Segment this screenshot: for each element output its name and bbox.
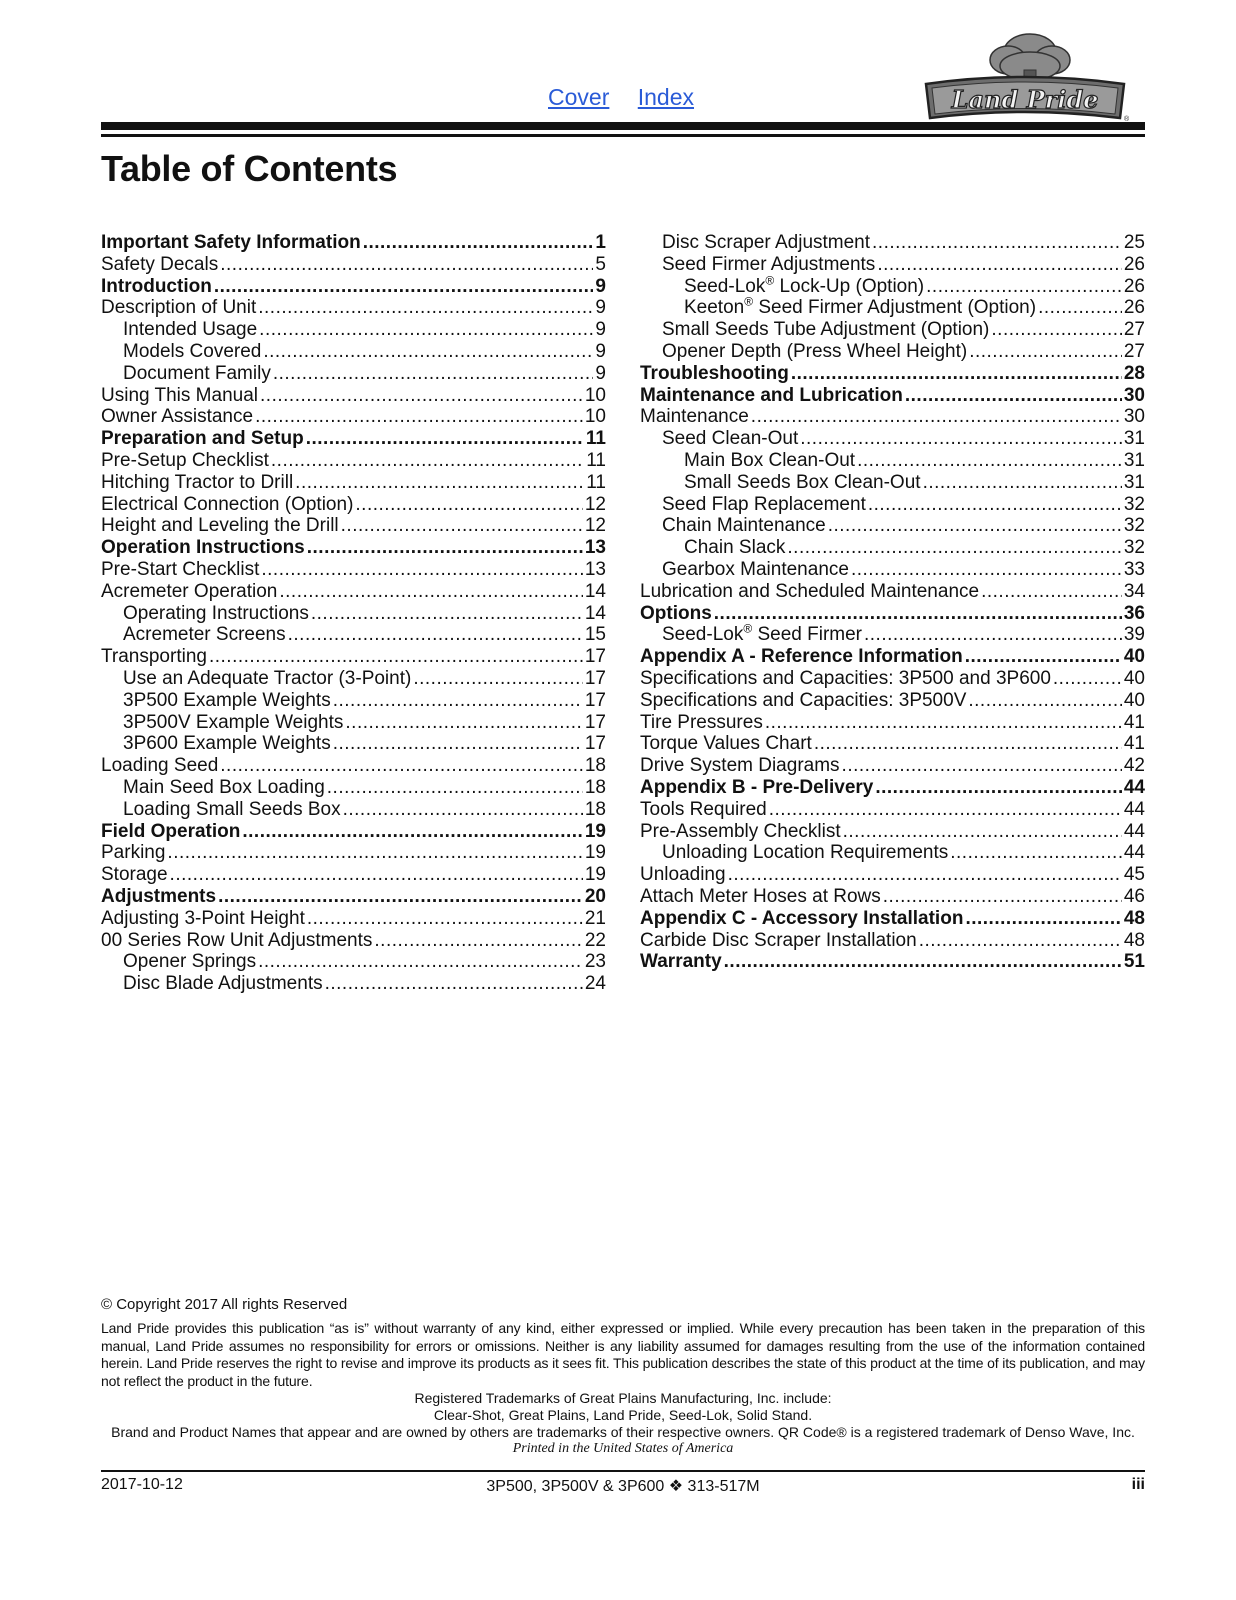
toc-dot-leader bbox=[857, 450, 1122, 472]
toc-entry[interactable] bbox=[640, 537, 1145, 559]
toc-dot-leader bbox=[981, 581, 1122, 603]
toc-dot-leader bbox=[218, 886, 583, 908]
toc-page-number: 40 bbox=[1123, 646, 1145, 668]
toc-entry[interactable] bbox=[101, 406, 606, 428]
toc-entry[interactable] bbox=[640, 363, 1145, 385]
toc-entry-title: 3P600 Example Weights bbox=[123, 733, 331, 755]
toc-entry-title: Tools Required bbox=[640, 798, 767, 820]
toc-entry[interactable] bbox=[101, 886, 606, 908]
toc-entry[interactable] bbox=[640, 406, 1145, 428]
toc-dot-leader bbox=[814, 733, 1122, 755]
toc-dot-leader bbox=[288, 624, 583, 646]
toc-entry-title: Seed-Lok® Seed Firmer bbox=[662, 622, 862, 646]
toc-entry-title: Maintenance bbox=[640, 406, 749, 428]
toc-dot-leader bbox=[868, 494, 1122, 516]
toc-entry-title: Carbide Disc Scraper Installation bbox=[640, 929, 917, 951]
toc-page-number: 45 bbox=[1123, 864, 1145, 886]
toc-entry-title: Opener Depth (Press Wheel Height) bbox=[662, 340, 968, 362]
toc-entry-title: Seed Clean-Out bbox=[662, 428, 799, 450]
toc-dot-leader bbox=[341, 515, 583, 537]
toc-entry-title: Main Box Clean-Out bbox=[684, 449, 856, 471]
toc-entry-title: Disc Blade Adjustments bbox=[123, 973, 323, 995]
toc-entry-title: Using This Manual bbox=[101, 384, 259, 406]
toc-page-number: 17 bbox=[584, 711, 606, 733]
toc-entry-title: Acremeter Screens bbox=[123, 624, 286, 646]
toc-entry-title: Intended Usage bbox=[123, 319, 258, 341]
toc-entry-title: Main Seed Box Loading bbox=[123, 776, 325, 798]
toc-entry-title: Appendix C - Accessory Installation bbox=[640, 907, 964, 929]
svg-text:®: ® bbox=[1124, 116, 1130, 122]
toc-page-number: 22 bbox=[584, 929, 606, 951]
toc-dot-leader bbox=[991, 319, 1121, 341]
toc-dot-leader bbox=[883, 886, 1122, 908]
disclaimer-text: Land Pride provides this publication “as is” without warranty of any kind, either expressed or implied. While every precaution has been taken in the preparation of this manual, Land Pride assumes no responsibility for errors or omissions. Neither is any liability assumed for damages resulting from the use of the information contained herein. Land Pride reserves the right to revise and improve its products as it sees fit. This publication describes the state of this product at the time of its publication, and may not reflect the product in the future. bbox=[101, 1320, 1145, 1389]
toc-dot-leader bbox=[333, 733, 583, 755]
toc-entry[interactable] bbox=[101, 494, 606, 516]
toc-dot-leader bbox=[877, 254, 1122, 276]
toc-dot-leader bbox=[345, 712, 582, 734]
toc-page-number: 44 bbox=[1123, 820, 1145, 842]
toc-entry[interactable] bbox=[640, 777, 1145, 799]
toc-dot-leader bbox=[307, 537, 583, 559]
toc-entry-title: Hitching Tractor to Drill bbox=[101, 471, 294, 493]
toc-page-number: 15 bbox=[584, 624, 606, 646]
toc-entry-title: 3P500V Example Weights bbox=[123, 711, 344, 733]
toc-entry-title: Troubleshooting bbox=[640, 362, 789, 384]
header-rule-thin bbox=[101, 134, 1145, 137]
toc-entry-title: Options bbox=[640, 602, 712, 624]
toc-entry[interactable] bbox=[640, 341, 1145, 363]
toc-entry[interactable] bbox=[640, 450, 1145, 472]
toc-dot-leader bbox=[1038, 297, 1122, 319]
toc-dot-leader bbox=[923, 472, 1122, 494]
toc-dot-leader bbox=[271, 450, 584, 472]
toc-entry[interactable] bbox=[101, 951, 606, 973]
toc-entry-title: Adjusting 3-Point Height bbox=[101, 907, 305, 929]
toc-dot-leader bbox=[261, 559, 582, 581]
toc-entry-title: Opener Springs bbox=[123, 951, 257, 973]
toc-entry-title: Electrical Connection (Option) bbox=[101, 493, 354, 515]
toc-entry-title: Use an Adequate Tractor (3-Point) bbox=[123, 667, 412, 689]
toc-page-number: 31 bbox=[1123, 449, 1145, 471]
toc-entry[interactable] bbox=[101, 472, 606, 494]
toc-entry-title: Seed-Lok® Lock-Up (Option) bbox=[684, 273, 925, 297]
toc-entry-title: Introduction bbox=[101, 275, 212, 297]
toc-entry-title: Keeton® Seed Firmer Adjustment (Option) bbox=[684, 295, 1037, 319]
toc-page-number: 17 bbox=[584, 733, 606, 755]
index-link[interactable]: Index bbox=[637, 84, 695, 110]
toc-entry[interactable] bbox=[101, 646, 606, 668]
toc-entry[interactable] bbox=[101, 603, 606, 625]
toc-entry[interactable] bbox=[101, 908, 606, 930]
toc-page-number: 25 bbox=[1123, 232, 1145, 253]
toc-page-number: 33 bbox=[1123, 558, 1145, 580]
toc-entry-title: Tire Pressures bbox=[640, 711, 763, 733]
toc-entry[interactable] bbox=[101, 276, 606, 298]
toc-entry-title: Disc Scraper Adjustment bbox=[662, 232, 871, 253]
toc-entry[interactable] bbox=[640, 472, 1145, 494]
toc-entry[interactable] bbox=[640, 668, 1145, 690]
toc-entry-title: Safety Decals bbox=[101, 253, 219, 275]
toc-entry[interactable] bbox=[640, 515, 1145, 537]
toc-dot-leader bbox=[214, 276, 594, 298]
toc-entry-title: Appendix B - Pre-Delivery bbox=[640, 776, 874, 798]
toc-entry[interactable] bbox=[101, 973, 606, 995]
toc-entry[interactable] bbox=[101, 777, 606, 799]
toc-entry[interactable] bbox=[640, 733, 1145, 755]
toc-entry-title: Models Covered bbox=[123, 340, 262, 362]
toc-page-number: 9 bbox=[595, 297, 606, 319]
toc-dot-leader bbox=[327, 777, 583, 799]
toc-dot-leader bbox=[751, 406, 1122, 428]
toc-dot-leader bbox=[333, 690, 583, 712]
toc-page-number: 44 bbox=[1123, 798, 1145, 820]
toc-dot-leader bbox=[295, 472, 584, 494]
toc-page-number: 5 bbox=[595, 253, 606, 275]
toc-entry[interactable] bbox=[101, 450, 606, 472]
toc-page-number: 17 bbox=[584, 667, 606, 689]
toc-entry-title: Appendix A - Reference Information bbox=[640, 646, 963, 668]
toc-page-number: 44 bbox=[1123, 776, 1145, 798]
toc-page-number: 9 bbox=[595, 319, 606, 341]
toc-page-number: 42 bbox=[1123, 755, 1145, 777]
toc-entry[interactable] bbox=[640, 428, 1145, 450]
toc-left-column bbox=[101, 232, 606, 995]
toc-dot-leader bbox=[714, 603, 1122, 625]
toc-entry[interactable] bbox=[101, 864, 606, 886]
toc-page-number: 30 bbox=[1123, 406, 1145, 428]
toc-entry-title: Pre-Start Checklist bbox=[101, 558, 260, 580]
toc-entry-title: Torque Values Chart bbox=[640, 733, 812, 755]
toc-entry[interactable] bbox=[101, 559, 606, 581]
toc-page-number: 32 bbox=[1123, 537, 1145, 559]
toc-dot-leader bbox=[724, 951, 1122, 973]
toc-dot-leader bbox=[242, 821, 583, 843]
toc-entry-title: Specifications and Capacities: 3P500V bbox=[640, 689, 967, 711]
toc-entry-title: Small Seeds Tube Adjustment (Option) bbox=[662, 319, 990, 341]
toc-page-number: 26 bbox=[1123, 253, 1145, 275]
toc-dot-leader bbox=[273, 363, 594, 385]
toc-entry-title: Specifications and Capacities: 3P500 and 3P600 bbox=[640, 667, 1051, 689]
toc-entry-title: Acremeter Operation bbox=[101, 580, 278, 602]
toc-entry-title: Important Safety Information bbox=[101, 232, 361, 253]
toc-entry-title: Small Seeds Box Clean-Out bbox=[684, 471, 921, 493]
toc-entry[interactable] bbox=[640, 273, 1145, 298]
toc-entry[interactable] bbox=[640, 951, 1145, 973]
toc-dot-leader bbox=[842, 755, 1122, 777]
toc-entry-title: Unloading Location Requirements bbox=[662, 842, 949, 864]
toc-entry-title: Loading Seed bbox=[101, 755, 219, 777]
toc-page-number: 48 bbox=[1123, 929, 1145, 951]
toc-page-number: 9 bbox=[595, 340, 606, 362]
toc-entry[interactable] bbox=[640, 494, 1145, 516]
toc-dot-leader bbox=[950, 842, 1122, 864]
toc-page-number: 27 bbox=[1123, 340, 1145, 362]
toc-entry[interactable] bbox=[640, 646, 1145, 668]
toc-entry-title: Chain Slack bbox=[684, 537, 786, 559]
toc-page-number: 32 bbox=[1123, 493, 1145, 515]
toc-page-number: 11 bbox=[586, 449, 606, 471]
toc-dot-leader bbox=[968, 690, 1121, 712]
toc-page-number: 18 bbox=[584, 798, 606, 820]
toc-page-number: 41 bbox=[1123, 733, 1145, 755]
toc-entry-title: Description of Unit bbox=[101, 297, 257, 319]
toc-entry[interactable] bbox=[101, 515, 606, 537]
toc-dot-leader bbox=[875, 777, 1122, 799]
toc-dot-leader bbox=[769, 799, 1122, 821]
toc-page-number: 28 bbox=[1123, 362, 1145, 384]
toc-entry[interactable] bbox=[640, 319, 1145, 341]
toc-entry[interactable] bbox=[101, 341, 606, 363]
toc-dot-leader bbox=[311, 603, 583, 625]
land-pride-logo bbox=[920, 26, 1130, 122]
toc-page-number: 17 bbox=[584, 689, 606, 711]
toc-entry[interactable] bbox=[101, 712, 606, 734]
toc-entry[interactable] bbox=[640, 886, 1145, 908]
toc-page-number: 39 bbox=[1123, 624, 1145, 646]
toc-entry-title: Chain Maintenance bbox=[662, 515, 826, 537]
toc-page-number: 23 bbox=[584, 951, 606, 973]
toc-page-number: 41 bbox=[1123, 711, 1145, 733]
toc-dot-leader bbox=[325, 973, 583, 995]
toc-entry-title: Seed Firmer Adjustments bbox=[662, 253, 876, 275]
toc-entry[interactable] bbox=[101, 930, 606, 952]
toc-dot-leader bbox=[413, 668, 583, 690]
toc-entry[interactable] bbox=[640, 712, 1145, 734]
toc-entry[interactable] bbox=[101, 690, 606, 712]
toc-dot-leader bbox=[220, 755, 583, 777]
toc-dot-leader bbox=[926, 276, 1122, 298]
toc-dot-leader bbox=[851, 559, 1122, 581]
toc-page-number: 10 bbox=[584, 384, 606, 406]
toc-page-number: 18 bbox=[584, 776, 606, 798]
toc-page-number: 13 bbox=[584, 558, 606, 580]
toc-dot-leader bbox=[787, 537, 1121, 559]
toc-dot-leader bbox=[258, 951, 583, 973]
toc-dot-leader bbox=[255, 406, 583, 428]
toc-entry[interactable] bbox=[101, 363, 606, 385]
toc-page-number: 18 bbox=[584, 755, 606, 777]
toc-dot-leader bbox=[1053, 668, 1122, 690]
toc-dot-leader bbox=[843, 821, 1122, 843]
toc-entry[interactable] bbox=[640, 864, 1145, 886]
toc-entry-title: Seed Flap Replacement bbox=[662, 493, 866, 515]
cover-link[interactable]: Cover bbox=[548, 84, 610, 110]
toc-entry[interactable] bbox=[101, 842, 606, 864]
toc-entry-title: Adjustments bbox=[101, 885, 217, 907]
toc-page-number: 12 bbox=[584, 493, 606, 515]
toc-entry-title: Attach Meter Hoses at Rows bbox=[640, 885, 881, 907]
toc-entry[interactable] bbox=[640, 603, 1145, 625]
toc-entry[interactable] bbox=[101, 581, 606, 603]
toc-entry-title: Lubrication and Scheduled Maintenance bbox=[640, 580, 980, 602]
toc-dot-leader bbox=[258, 297, 593, 319]
toc-dot-leader bbox=[260, 385, 583, 407]
toc-page-number: 32 bbox=[1123, 515, 1145, 537]
page-title: Table of Contents bbox=[101, 148, 398, 189]
toc-page-number: 31 bbox=[1123, 471, 1145, 493]
toc-dot-leader bbox=[800, 428, 1122, 450]
toc-page-number: 20 bbox=[584, 885, 606, 907]
toc-entry[interactable] bbox=[101, 319, 606, 341]
toc-dot-leader bbox=[259, 319, 593, 341]
toc-entry-title: Unloading bbox=[640, 864, 726, 886]
toc-entry-title: Operation Instructions bbox=[101, 537, 305, 559]
toc-dot-leader bbox=[828, 515, 1122, 537]
toc-page-number: 19 bbox=[584, 820, 606, 842]
toc-dot-leader bbox=[170, 864, 583, 886]
toc-page-number: 27 bbox=[1123, 319, 1145, 341]
toc-entry[interactable] bbox=[101, 297, 606, 319]
toc-page-number: 44 bbox=[1123, 842, 1145, 864]
toc-entry[interactable] bbox=[101, 821, 606, 843]
toc-entry-title: Operating Instructions bbox=[123, 602, 309, 624]
toc-dot-leader bbox=[167, 842, 582, 864]
toc-entry[interactable] bbox=[640, 690, 1145, 712]
toc-entry[interactable] bbox=[101, 254, 606, 276]
toc-page-number: 10 bbox=[584, 406, 606, 428]
toc-page-number: 19 bbox=[584, 842, 606, 864]
toc-page-number: 9 bbox=[595, 362, 606, 384]
toc-dot-leader bbox=[969, 341, 1122, 363]
toc-entry-title: Field Operation bbox=[101, 820, 241, 842]
toc-dot-leader bbox=[765, 712, 1122, 734]
toc-entry-title: Maintenance and Lubrication bbox=[640, 384, 903, 406]
footer-date: 2017-10-12 bbox=[101, 1476, 183, 1493]
toc-dot-leader bbox=[220, 254, 593, 276]
toc-entry-title: Pre-Assembly Checklist bbox=[640, 820, 841, 842]
toc-dot-leader bbox=[307, 908, 583, 930]
toc-entry[interactable] bbox=[640, 755, 1145, 777]
trademark-line-3: Brand and Product Names that appear and are owned by others are trademarks of their respective owners. QR Code® is a registered trademark of Denso Wave, Inc. bbox=[111, 1424, 1135, 1440]
toc-entry[interactable] bbox=[640, 297, 1145, 319]
trademark-line-2: Clear-Shot, Great Plains, Land Pride, Seed-Lok, Solid Stand. bbox=[433, 1407, 813, 1423]
toc-page-number: 46 bbox=[1123, 885, 1145, 907]
toc-entry-title: Gearbox Maintenance bbox=[662, 558, 849, 580]
toc-dot-leader bbox=[263, 341, 593, 363]
toc-entry-title: Storage bbox=[101, 864, 168, 886]
toc-page-number: 11 bbox=[585, 428, 606, 450]
toc-page-number: 1 bbox=[595, 232, 606, 253]
toc-dot-leader bbox=[965, 908, 1121, 930]
toc-entry[interactable] bbox=[640, 232, 1145, 254]
toc-dot-leader bbox=[209, 646, 583, 668]
toc-entry-title: 00 Series Row Unit Adjustments bbox=[101, 929, 373, 951]
toc-entry-title: Document Family bbox=[123, 362, 271, 384]
toc-dot-leader bbox=[279, 581, 583, 603]
toc-entry[interactable] bbox=[640, 842, 1145, 864]
toc-entry[interactable] bbox=[101, 668, 606, 690]
toc-entry[interactable] bbox=[101, 232, 606, 254]
toc-entry-title: Parking bbox=[101, 842, 166, 864]
toc-page-number: 51 bbox=[1123, 951, 1145, 973]
toc-entry[interactable] bbox=[101, 799, 606, 821]
toc-page-number: 14 bbox=[584, 602, 606, 624]
toc-dot-leader bbox=[791, 363, 1122, 385]
toc-entry-title: Warranty bbox=[640, 951, 722, 973]
toc-page-number: 13 bbox=[584, 537, 606, 559]
toc-page-number: 26 bbox=[1123, 297, 1145, 319]
toc-entry-title: Transporting bbox=[101, 646, 207, 668]
toc-entry[interactable] bbox=[640, 559, 1145, 581]
toc-entry[interactable] bbox=[640, 821, 1145, 843]
toc-entry[interactable] bbox=[640, 624, 1145, 646]
toc-page-number: 9 bbox=[595, 275, 606, 297]
toc-entry[interactable] bbox=[640, 254, 1145, 276]
toc-entry-title: Pre-Setup Checklist bbox=[101, 449, 269, 471]
toc-dot-leader bbox=[919, 930, 1122, 952]
toc-entry[interactable] bbox=[101, 733, 606, 755]
toc-dot-leader bbox=[343, 799, 583, 821]
toc-page-number: 40 bbox=[1123, 689, 1145, 711]
toc-page-number: 12 bbox=[584, 515, 606, 537]
toc-page-number: 24 bbox=[584, 973, 606, 995]
toc-page-number: 31 bbox=[1123, 428, 1145, 450]
toc-dot-leader bbox=[905, 385, 1122, 407]
toc-page-number: 14 bbox=[584, 580, 606, 602]
toc-page-number: 26 bbox=[1123, 275, 1145, 297]
toc-entry-title: Owner Assistance bbox=[101, 406, 254, 428]
header-rule-thick bbox=[101, 122, 1145, 130]
toc-page-number: 36 bbox=[1123, 602, 1145, 624]
toc-entry-title: Drive System Diagrams bbox=[640, 755, 840, 777]
footer-page-number: iii bbox=[1131, 1476, 1145, 1493]
toc-right-column bbox=[640, 232, 1145, 973]
toc-page-number: 34 bbox=[1123, 580, 1145, 602]
footer-rule bbox=[101, 1470, 1145, 1472]
toc-entry[interactable] bbox=[101, 624, 606, 646]
toc-dot-leader bbox=[864, 624, 1122, 646]
toc-dot-leader bbox=[355, 494, 582, 516]
logo-wordmark: Land Pride bbox=[951, 85, 1099, 114]
copyright-notice: © Copyright 2017 All rights Reserved bbox=[101, 1296, 348, 1313]
toc-entry[interactable] bbox=[640, 385, 1145, 407]
toc-page-number: 21 bbox=[584, 907, 606, 929]
toc-page-number: 48 bbox=[1123, 907, 1145, 929]
toc-entry[interactable] bbox=[101, 537, 606, 559]
toc-dot-leader bbox=[728, 864, 1122, 886]
printed-in-usa: Printed in the United States of America bbox=[512, 1441, 734, 1456]
toc-entry-title: 3P500 Example Weights bbox=[123, 689, 331, 711]
trademark-line-1: Registered Trademarks of Great Plains Manufacturing, Inc. include: bbox=[414, 1390, 832, 1406]
toc-dot-leader bbox=[363, 232, 594, 254]
toc-entry-title: Height and Leveling the Drill bbox=[101, 515, 339, 537]
toc-dot-leader bbox=[374, 930, 582, 952]
toc-entry[interactable] bbox=[640, 799, 1145, 821]
toc-entry[interactable] bbox=[640, 908, 1145, 930]
toc-page-number: 11 bbox=[586, 471, 606, 493]
toc-entry[interactable] bbox=[101, 385, 606, 407]
footer-model: 3P500, 3P500V & 3P600 ❖ 313-517M bbox=[486, 1478, 760, 1495]
toc-entry[interactable] bbox=[640, 581, 1145, 603]
toc-entry-title: Preparation and Setup bbox=[101, 428, 304, 450]
toc-entry[interactable] bbox=[640, 930, 1145, 952]
toc-dot-leader bbox=[306, 428, 584, 450]
toc-entry[interactable] bbox=[101, 428, 606, 450]
toc-entry-title: Loading Small Seeds Box bbox=[123, 798, 341, 820]
toc-entry[interactable] bbox=[101, 755, 606, 777]
toc-page-number: 40 bbox=[1123, 667, 1145, 689]
toc-dot-leader bbox=[872, 232, 1122, 254]
toc-page-number: 17 bbox=[584, 646, 606, 668]
toc-page-number: 30 bbox=[1123, 384, 1145, 406]
toc-dot-leader bbox=[965, 646, 1122, 668]
toc-page-number: 19 bbox=[584, 864, 606, 886]
top-nav bbox=[548, 84, 716, 111]
